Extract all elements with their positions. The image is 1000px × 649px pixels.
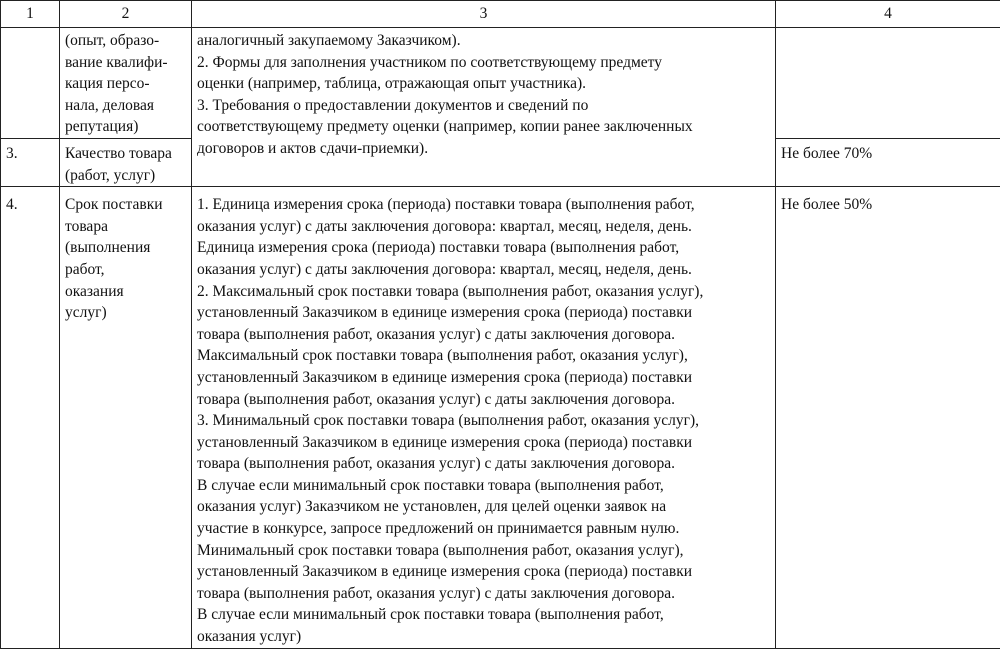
criterion-cell bbox=[60, 187, 192, 648]
header-col-4: 4 bbox=[776, 1, 1000, 28]
description-line: оказания услуг) с даты заключения договора: квартал, месяц, неделя, день. bbox=[197, 216, 770, 238]
limit-cell: Не более 70% bbox=[776, 138, 1000, 186]
description-line: аналогичный закупаемому Заказчиком). bbox=[197, 30, 770, 52]
criterion-line: оказания bbox=[65, 281, 186, 303]
description-line: 3. Минимальный срок поставки товара (выполнения работ, оказания услуг), bbox=[197, 410, 770, 432]
criterion-cell bbox=[60, 28, 192, 139]
description-line: установленный Заказчиком в единице измерения срока (периода) поставки bbox=[197, 302, 770, 324]
description-line: договоров и актов сдачи-приемки). bbox=[197, 138, 770, 160]
description-line: Максимальный срок поставки товара (выполнения работ, оказания услуг), bbox=[197, 345, 770, 367]
description-line: 1. Единица измерения срока (периода) поставки товара (выполнения работ, bbox=[197, 194, 770, 216]
table-row bbox=[1, 28, 1000, 139]
description-line: товара (выполнения работ, оказания услуг) с даты заключения договора. bbox=[197, 324, 770, 346]
description-line: товара (выполнения работ, оказания услуг) с даты заключения договора. bbox=[197, 389, 770, 411]
description-line: Единица измерения срока (периода) поставки товара (выполнения работ, bbox=[197, 237, 770, 259]
criterion-cell bbox=[60, 138, 192, 186]
description-line: В случае если минимальный срок поставки товара (выполнения работ, bbox=[197, 604, 770, 626]
limit-cell: Не более 50% bbox=[776, 187, 1000, 648]
description-line: 2. Формы для заполнения участником по соответствующему предмету bbox=[197, 52, 770, 74]
criterion-line: нала, деловая bbox=[65, 95, 186, 117]
description-line: товара (выполнения работ, оказания услуг) с даты заключения договора. bbox=[197, 453, 770, 475]
header-col-1: 1 bbox=[1, 1, 60, 28]
criterion-line: услуг) bbox=[65, 302, 186, 324]
row-number bbox=[1, 28, 60, 139]
row-number: 3. bbox=[1, 138, 60, 186]
description-line: установленный Заказчиком в единице измерения срока (периода) поставки bbox=[197, 561, 770, 583]
description-line: оказания услуг) Заказчиком не установлен, для целей оценки заявок на bbox=[197, 496, 770, 518]
criterion-line: кация персо- bbox=[65, 73, 186, 95]
criterion-line: вание квалифи- bbox=[65, 52, 186, 74]
description-line: соответствующему предмету оценки (например, копии ранее заключенных bbox=[197, 116, 770, 138]
criterion-line: (выполнения bbox=[65, 237, 186, 259]
description-cell bbox=[192, 28, 776, 187]
description-line: оказания услуг) bbox=[197, 626, 770, 648]
header-row bbox=[1, 1, 1000, 28]
row-number: 4. bbox=[1, 187, 60, 648]
criterion-line: Качество товара bbox=[65, 143, 186, 165]
criterion-line: (опыт, образо- bbox=[65, 30, 186, 52]
description-line: 2. Максимальный срок поставки товара (выполнения работ, оказания услуг), bbox=[197, 281, 770, 303]
header-col-2: 2 bbox=[60, 1, 192, 28]
table-row bbox=[1, 187, 1000, 648]
criterion-line: работ, bbox=[65, 259, 186, 281]
criterion-line: Срок поставки bbox=[65, 194, 186, 216]
description-line: В случае если минимальный срок поставки товара (выполнения работ, bbox=[197, 475, 770, 497]
description-line: Минимальный срок поставки товара (выполнения работ, оказания услуг), bbox=[197, 540, 770, 562]
criterion-line: товара bbox=[65, 216, 186, 238]
header-col-3: 3 bbox=[192, 1, 776, 28]
criterion-line: (работ, услуг) bbox=[65, 165, 186, 187]
description-line: оценки (например, таблица, отражающая опыт участника). bbox=[197, 73, 770, 95]
description-line: участие в конкурсе, запросе предложений он принимается равным нулю. bbox=[197, 518, 770, 540]
description-line: 3. Требования о предоставлении документов и сведений по bbox=[197, 95, 770, 117]
description-cell bbox=[192, 187, 776, 648]
limit-cell bbox=[776, 28, 1000, 139]
description-line: установленный Заказчиком в единице измерения срока (периода) поставки bbox=[197, 432, 770, 454]
criterion-line: репутация) bbox=[65, 116, 186, 138]
description-line: оказания услуг) с даты заключения договора: квартал, месяц, неделя, день. bbox=[197, 259, 770, 281]
description-line: товара (выполнения работ, оказания услуг) с даты заключения договора. bbox=[197, 583, 770, 605]
description-line: установленный Заказчиком в единице измерения срока (периода) поставки bbox=[197, 367, 770, 389]
